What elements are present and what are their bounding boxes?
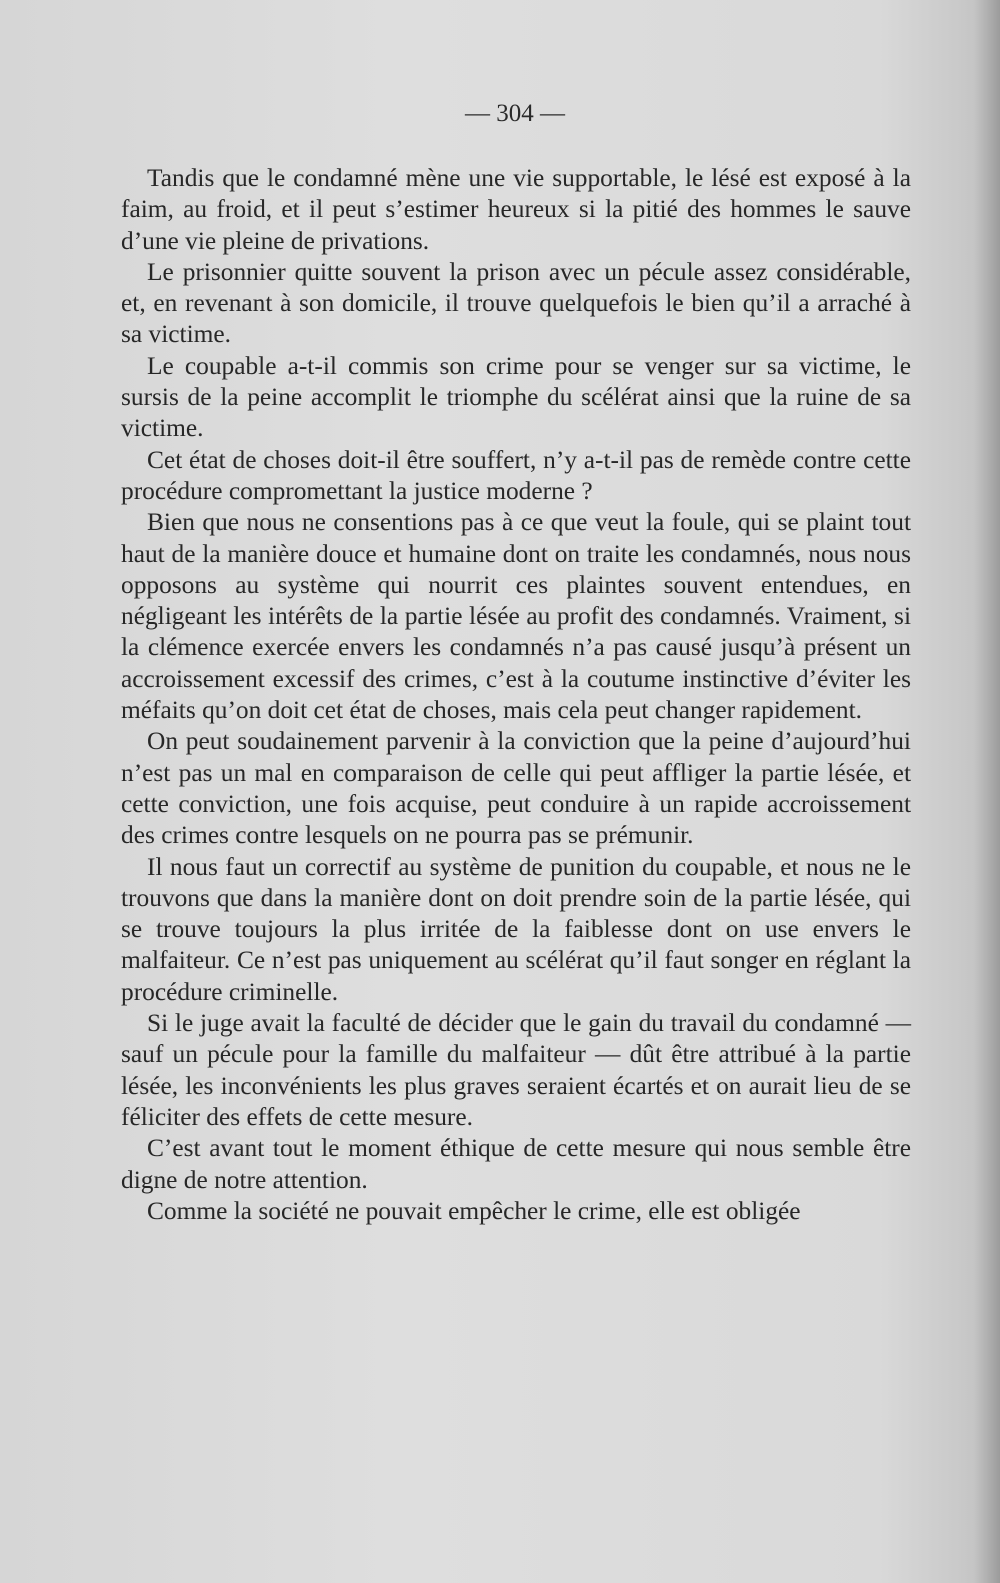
paragraph: Bien que nous ne consentions pas à ce que veut la foule, qui se plaint tout haut de la manière douce et humaine dont on traite les condamnés, nous nous opposons au système qui nourrit ces plaintes souvent entendues, en négligeant les intérêts de la partie lésée au profit des condamnés. Vraiment, si la clémence exercée envers les condamnés n’a pas causé jusqu’à présent un accroissement excessif des crimes, c’est à la coutume instinctive d’éviter les méfaits qu’on doit cet état de choses, mais cela peut changer rapidement. (121, 508, 911, 725)
paragraph: Le prisonnier quitte souvent la prison avec un pécule assez considérable, et, en revenant à son domicile, il trouve quelquefois le bien qu’il a arraché à sa victime. (121, 257, 911, 349)
paragraph: Tandis que le condamné mène une vie supportable, le lésé est exposé à la faim, au froid, et il peut s’estimer heureux si la pitié des hommes le sauve d’une vie pleine de privations. (121, 164, 911, 255)
paragraph: Cet état de choses doit-il être souffert, n’y a-t-il pas de remède contre cette procédure compromettant la justice moderne ? (121, 445, 911, 505)
paragraph: Il nous faut un correctif au système de punition du coupable, et nous ne le trouvons que dans la manière dont on doit prendre soin de la partie lésée, qui se trouve toujours la plus irritée de la faiblesse dont on use envers le malfaiteur. Ce n’est pas uniquement au scélérat qu’il faut songer en réglant la procédure criminelle. (121, 852, 911, 1006)
paragraph: Si le juge avait la faculté de décider que le gain du travail du condamné — sauf un pécule pour la famille du malfaiteur — dût être attribué à la partie lésée, les inconvénients les plus graves seraient écartés et on aurait lieu de se féliciter des effets de cette mesure. (121, 1009, 911, 1131)
paragraph: C’est avant tout le moment éthique de cette mesure qui nous semble être digne de notre attention. (121, 1134, 911, 1194)
paragraph: On peut soudainement parvenir à la conviction que la peine d’aujourd’hui n’est pas un mal en comparaison de celle qui peut affliger la partie lésée, et cette conviction, une fois acquise, peut conduire à un rapide accroissement des crimes contre lesquels on ne pourra pas se prémunir. (121, 727, 911, 850)
page-number: — 304 — (465, 100, 565, 127)
body-text (121, 163, 911, 1227)
paragraph: Comme la société ne pouvait empêcher le crime, elle est obligée (147, 1196, 801, 1225)
paragraph: Le coupable a-t-il commis son crime pour se venger sur sa victime, le sursis de la peine accomplit le triomphe du scélérat ainsi que la ruine de sa victime. (121, 351, 911, 443)
page-shadow-edge (974, 0, 1000, 1583)
